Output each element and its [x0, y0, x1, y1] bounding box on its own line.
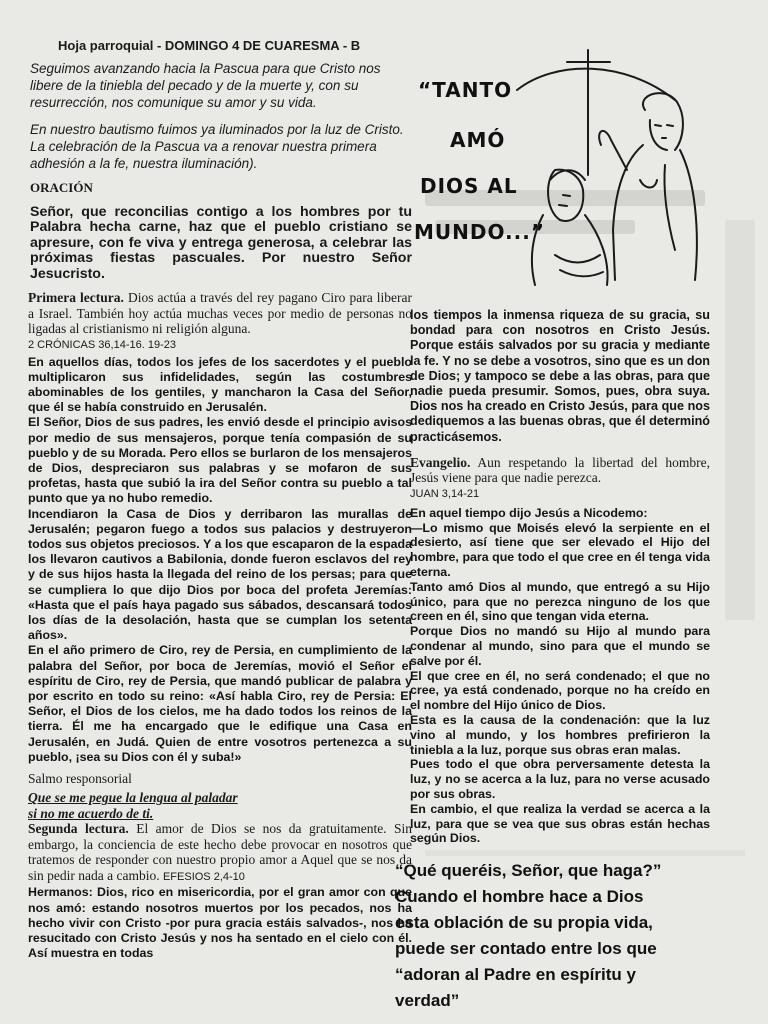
right-column [410, 308, 710, 846]
page-header: Hoja parroquial - DOMINGO 4 DE CUARESMA - B [58, 38, 361, 53]
oracion-heading: ORACIÓN [30, 180, 93, 195]
segunda-lectura-label: Segunda lectura. [28, 821, 129, 837]
primera-lectura-summary: Dios actúa a través del rey pagano Ciro para liberar a Israel. También hoy actúa muchas veces por medio de personas no ligadas al cristianismo ni religión alguna. [28, 290, 413, 336]
title-line-1: “TANTO [418, 78, 513, 102]
intro-paragraph-1: Seguimos avanzando hacia la Pascua para que Cristo nos libere de la tiniebla del pecado y de la muerte y, con su resurrección, nos comunique su amor y su vida. [30, 61, 381, 110]
primera-lectura-ref: 2 CRÓNICAS 36,14-16. 19-23 [28, 338, 176, 351]
primera-lectura-paragraph-2: El Señor, Dios de sus padres, les envió desde el principio avisos por medio de sus mensajeros, porque tenía compasión de su pueblo y de su Morada. Pero ellos se burlaron de los mensajeros de Dios, despreciaron sus palabras y se mofaron de sus profetas, hasta que subió la ira del Señor contra su pueblo a tal punto que ya no hubo remedio. [28, 415, 412, 506]
evangelio-paragraph-6: Pues todo el que obra perversamente detesta la luz, y no se acerca a la luz, para no verse acusado por sus obras. [410, 757, 710, 801]
closing-quote-line-4: puede ser contado entre los que [395, 939, 657, 958]
closing-quote-line-2: Cuando el hombre hace a Dios [395, 887, 644, 906]
closing-quote-line-6: verdad” [395, 991, 460, 1010]
closing-quote-line-1: “Qué queréis, Señor, que haga?” [395, 861, 662, 880]
segunda-lectura-paragraph-1: Hermanos: Dios, rico en misericordia, por el gran amor con que nos amó: estando nosotros muertos por los pecados, nos ha hecho vivir con Cristo -por pura gracia estáis salvados-, nos ha resucitado con Cristo Jesús y nos ha sentado en el cielo con él. Así muestra en todas [28, 885, 412, 961]
salmo-label: Salmo responsorial [28, 770, 132, 786]
primera-lectura-paragraph-1: En aquellos días, todos los jefes de los sacerdotes y el pueblo multiplicaron sus infidelidades, según las costumbres abominables de los gentiles, y mancharon la Casa del Señor, que él se había construido en Jerusalén. [28, 354, 412, 415]
evangelio-intro [410, 455, 710, 486]
segunda-lectura-ref: EFESIOS 2,4-10 [162, 870, 245, 883]
closing-quote [395, 858, 725, 1014]
evangelio-summary: Aun respetando la libertad del hombre, Jesús viene para que nadie perezca. [410, 454, 710, 486]
primera-lectura-intro [28, 290, 412, 337]
closing-quote-line-5: “adoran al Padre en espíritu y [395, 965, 636, 984]
evangelio-paragraph-7: En cambio, el que realiza la verdad se acerca a la luz, para que se vea que sus obras están hechas según Dios. [410, 801, 710, 846]
evangelio-ref: JUAN 3,14-21 [410, 487, 480, 500]
evangelio-paragraph-2: Tanto amó Dios al mundo, que entregó a su Hijo único, para que no perezca ninguno de los que creen en él, sino que tengan vida eterna. [410, 579, 710, 624]
jesus-nicodemus-illustration [515, 40, 710, 290]
evangelio-label: Evangelio. [410, 454, 471, 470]
evangelio-paragraph-1: —Lo mismo que Moisés elevó la serpiente en el desierto, así tiene que ser elevado el Hijo del hombre, para que todo el que cree en él tenga vida eterna. [410, 520, 710, 580]
intro-block [30, 60, 412, 172]
left-column [28, 290, 412, 962]
primera-lectura-paragraph-3: Incendiaron la Casa de Dios y derribaron las murallas de Jerusalén; pegaron fuego a todos sus palacios y destruyeron todos sus objetos preciosos. Y a los que escaparon de la espada los llevaron cautivos a Babilonia, donde fueron esclavos del rey y de sus hijos hasta la llegada del reino de los persas; para que se cumpliera lo que dijo Dios por boca del profeta Jeremías: «Hasta que el país haya pagado sus sábados, descansará todos los días de la desolación, hasta que se cumplan los setenta años». [28, 506, 412, 643]
closing-quote-line-3: esta oblación de su propia vida, [395, 913, 653, 932]
oracion-text: Señor, que reconcilias contigo a los hombres por tu Palabra hecha carne, haz que el pueblo cristiano se apresure, con fe viva y entrega generosa, a celebrar las próximas fiestas pascuales. Por nuestro Señor Jesucristo. [30, 204, 412, 282]
segunda-lectura-intro [28, 821, 412, 885]
title-line-4: MUNDO...” [414, 220, 545, 244]
salmo-antifona-line-2: si no me acuerdo de ti. [28, 805, 154, 821]
evangelio-paragraph-0: En aquel tiempo dijo Jesús a Nicodemo: [410, 505, 648, 520]
primera-lectura-paragraph-4: En el año primero de Ciro, rey de Persia, en cumplimiento de la palabra del Señor, por boca de Jeremías, movió el Señor el espíritu de Ciro, rey de Persia, que mandó publicar de palabra y por escrito en todo su reino: «Así habla Ciro, rey de Persia: El Señor, el Dios de los cielos, me ha dado todos los reinos de la tierra. Él me ha encargado que le edifique una Casa en Jerusalén, en Judá. Quien de entre vosotros pertenezca a su pueblo, ¡sea su Dios con él y suba!» [28, 643, 412, 764]
segunda-lectura-summary: El amor de Dios se nos da gratuitamente. Sin embargo, la conciencia de este hecho debe provocar en nosotros que tratemos de responder con nuestro propio amor a Aquel que se nos da sin pedir nada a cambio. [28, 821, 412, 883]
evangelio-paragraph-3: Porque Dios no mandó su Hijo al mundo para condenar al mundo, sino para que el mundo se salve por él. [410, 624, 710, 668]
title-line-2: AMÓ [450, 128, 506, 152]
segunda-lectura-continuation: los tiempos la inmensa riqueza de su gracia, su bondad para con nosotros en Cristo Jesús. Porque estáis salvados por su gracia y mediante la fe. Y no se debe a vosotros, sino que es un don de Dios; y tampoco se debe a las obras, para que nadie pueda presumir. Somos, pues, obra suya. Dios nos ha creado en Cristo Jesús, para que nos dediquemos a las buenas obras, que él determinó practicásemos. [410, 308, 710, 444]
primera-lectura-label: Primera lectura. [28, 290, 124, 305]
evangelio-paragraph-4: El que cree en él, no será condenado; el que no cree, ya está condenado, porque no ha creído en el nombre del Hijo único de Dios. [410, 668, 710, 713]
title-line-3: DIOS AL [420, 174, 518, 198]
salmo-antifona-line-1: Que se me pegue la lengua al paladar [28, 790, 238, 806]
intro-paragraph-2: En nuestro bautismo fuimos ya iluminados por la luz de Cristo. La celebración de la Pascua va a renovar nuestra primera adhesión a la fe, nuestra iluminación). [30, 122, 404, 171]
evangelio-paragraph-5: Esta es la causa de la condenación: que la luz vino al mundo, y los hombres prefirieron la tiniebla a la luz, porque sus obras eran malas. [410, 712, 710, 757]
